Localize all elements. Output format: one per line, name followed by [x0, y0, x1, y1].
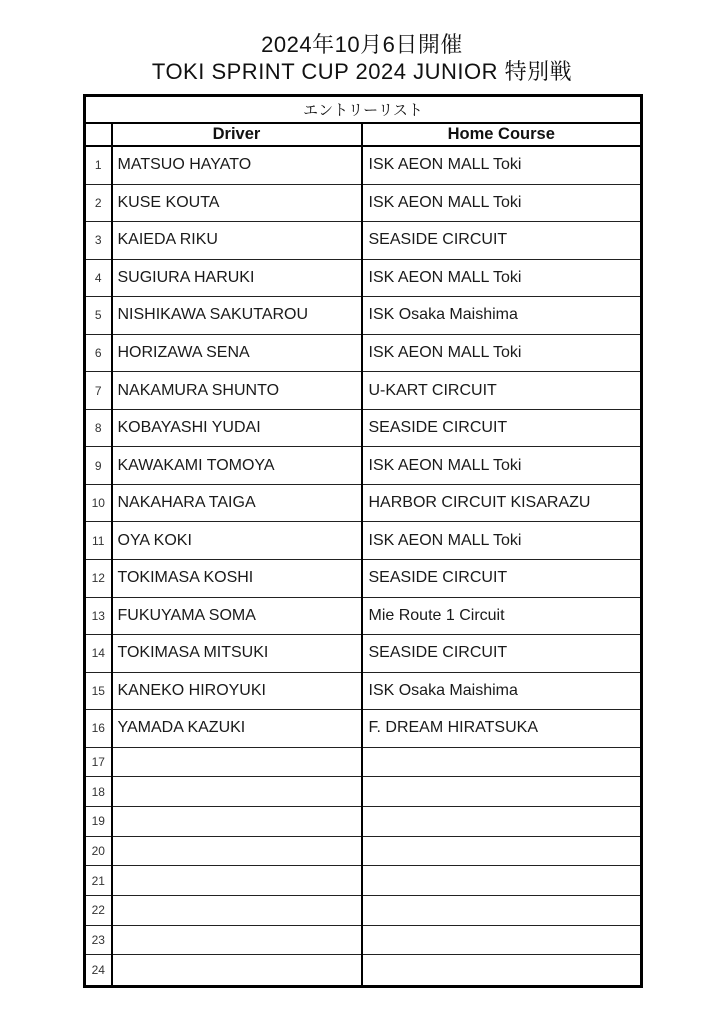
driver-name — [112, 807, 362, 837]
entry-number: 8 — [85, 409, 112, 447]
table-row — [85, 259, 642, 297]
entry-number: 13 — [85, 597, 112, 635]
entry-number: 10 — [85, 484, 112, 522]
table-row — [85, 560, 642, 598]
entry-table-body — [85, 146, 642, 987]
home-course: SEASIDE CIRCUIT — [362, 560, 642, 598]
entry-number: 18 — [85, 777, 112, 807]
table-row — [85, 447, 642, 485]
driver-name: KOBAYASHI YUDAI — [112, 409, 362, 447]
driver-name: OYA KOKI — [112, 522, 362, 560]
page-title — [0, 31, 724, 85]
table-row — [85, 334, 642, 372]
home-course: ISK AEON MALL Toki — [362, 184, 642, 222]
table-header-row — [85, 123, 642, 146]
home-course: SEASIDE CIRCUIT — [362, 222, 642, 260]
table-row — [85, 895, 642, 925]
entry-number: 20 — [85, 836, 112, 866]
home-course: ISK Osaka Maishima — [362, 297, 642, 335]
driver-name: NAKAMURA SHUNTO — [112, 372, 362, 410]
event-date-title: 2024年10月6日開催 — [261, 32, 463, 57]
driver-name: FUKUYAMA SOMA — [112, 597, 362, 635]
table-row — [85, 866, 642, 896]
driver-name — [112, 955, 362, 987]
home-course — [362, 836, 642, 866]
table-row — [85, 807, 642, 837]
driver-name: MATSUO HAYATO — [112, 146, 362, 185]
driver-name: YAMADA KAZUKI — [112, 710, 362, 748]
driver-name — [112, 925, 362, 955]
entry-number: 22 — [85, 895, 112, 925]
table-row — [85, 222, 642, 260]
driver-name — [112, 777, 362, 807]
table-row — [85, 635, 642, 673]
entry-list-table — [83, 94, 643, 988]
entry-number: 11 — [85, 522, 112, 560]
driver-name: SUGIURA HARUKI — [112, 259, 362, 297]
home-course — [362, 777, 642, 807]
entry-number: 7 — [85, 372, 112, 410]
driver-name: KAWAKAMI TOMOYA — [112, 447, 362, 485]
entry-number: 19 — [85, 807, 112, 837]
entry-number: 21 — [85, 866, 112, 896]
table-caption: エントリーリスト — [85, 96, 642, 123]
home-course: SEASIDE CIRCUIT — [362, 409, 642, 447]
table-row — [85, 184, 642, 222]
entry-number: 1 — [85, 146, 112, 185]
table-row — [85, 409, 642, 447]
home-course: HARBOR CIRCUIT KISARAZU — [362, 484, 642, 522]
column-header-home-course: Home Course — [362, 123, 642, 146]
entry-number: 17 — [85, 747, 112, 777]
table-row — [85, 522, 642, 560]
entry-number: 24 — [85, 955, 112, 987]
event-name-title: TOKI SPRINT CUP 2024 JUNIOR 特別戦 — [151, 59, 573, 84]
entry-number: 2 — [85, 184, 112, 222]
home-course: ISK AEON MALL Toki — [362, 522, 642, 560]
entry-number: 9 — [85, 447, 112, 485]
column-header-driver: Driver — [112, 123, 362, 146]
driver-name: KANEKO HIROYUKI — [112, 672, 362, 710]
driver-name: TOKIMASA KOSHI — [112, 560, 362, 598]
home-course — [362, 955, 642, 987]
home-course: ISK AEON MALL Toki — [362, 447, 642, 485]
table-row — [85, 955, 642, 987]
table-row — [85, 372, 642, 410]
home-course: Mie Route 1 Circuit — [362, 597, 642, 635]
entry-number: 14 — [85, 635, 112, 673]
entry-number: 3 — [85, 222, 112, 260]
driver-name — [112, 866, 362, 896]
table-row — [85, 777, 642, 807]
home-course — [362, 925, 642, 955]
home-course — [362, 807, 642, 837]
driver-name: TOKIMASA MITSUKI — [112, 635, 362, 673]
entry-number: 23 — [85, 925, 112, 955]
column-header-number — [85, 123, 112, 146]
driver-name: NAKAHARA TAIGA — [112, 484, 362, 522]
entry-number: 5 — [85, 297, 112, 335]
home-course: SEASIDE CIRCUIT — [362, 635, 642, 673]
entry-number: 4 — [85, 259, 112, 297]
home-course — [362, 747, 642, 777]
table-row — [85, 925, 642, 955]
table-row — [85, 297, 642, 335]
driver-name — [112, 895, 362, 925]
home-course: ISK AEON MALL Toki — [362, 334, 642, 372]
home-course: F. DREAM HIRATSUKA — [362, 710, 642, 748]
home-course — [362, 866, 642, 896]
home-course: ISK Osaka Maishima — [362, 672, 642, 710]
entry-number: 12 — [85, 560, 112, 598]
driver-name: KUSE KOUTA — [112, 184, 362, 222]
entry-number: 16 — [85, 710, 112, 748]
table-row — [85, 672, 642, 710]
home-course: U-KART CIRCUIT — [362, 372, 642, 410]
home-course — [362, 895, 642, 925]
entry-number: 6 — [85, 334, 112, 372]
table-row — [85, 836, 642, 866]
table-row — [85, 710, 642, 748]
driver-name: KAIEDA RIKU — [112, 222, 362, 260]
driver-name — [112, 747, 362, 777]
driver-name: HORIZAWA SENA — [112, 334, 362, 372]
entry-number: 15 — [85, 672, 112, 710]
home-course: ISK AEON MALL Toki — [362, 146, 642, 185]
table-row — [85, 146, 642, 185]
table-caption-row — [85, 96, 642, 123]
home-course: ISK AEON MALL Toki — [362, 259, 642, 297]
table-row — [85, 597, 642, 635]
driver-name: NISHIKAWA SAKUTAROU — [112, 297, 362, 335]
table-row — [85, 484, 642, 522]
table-row — [85, 747, 642, 777]
driver-name — [112, 836, 362, 866]
